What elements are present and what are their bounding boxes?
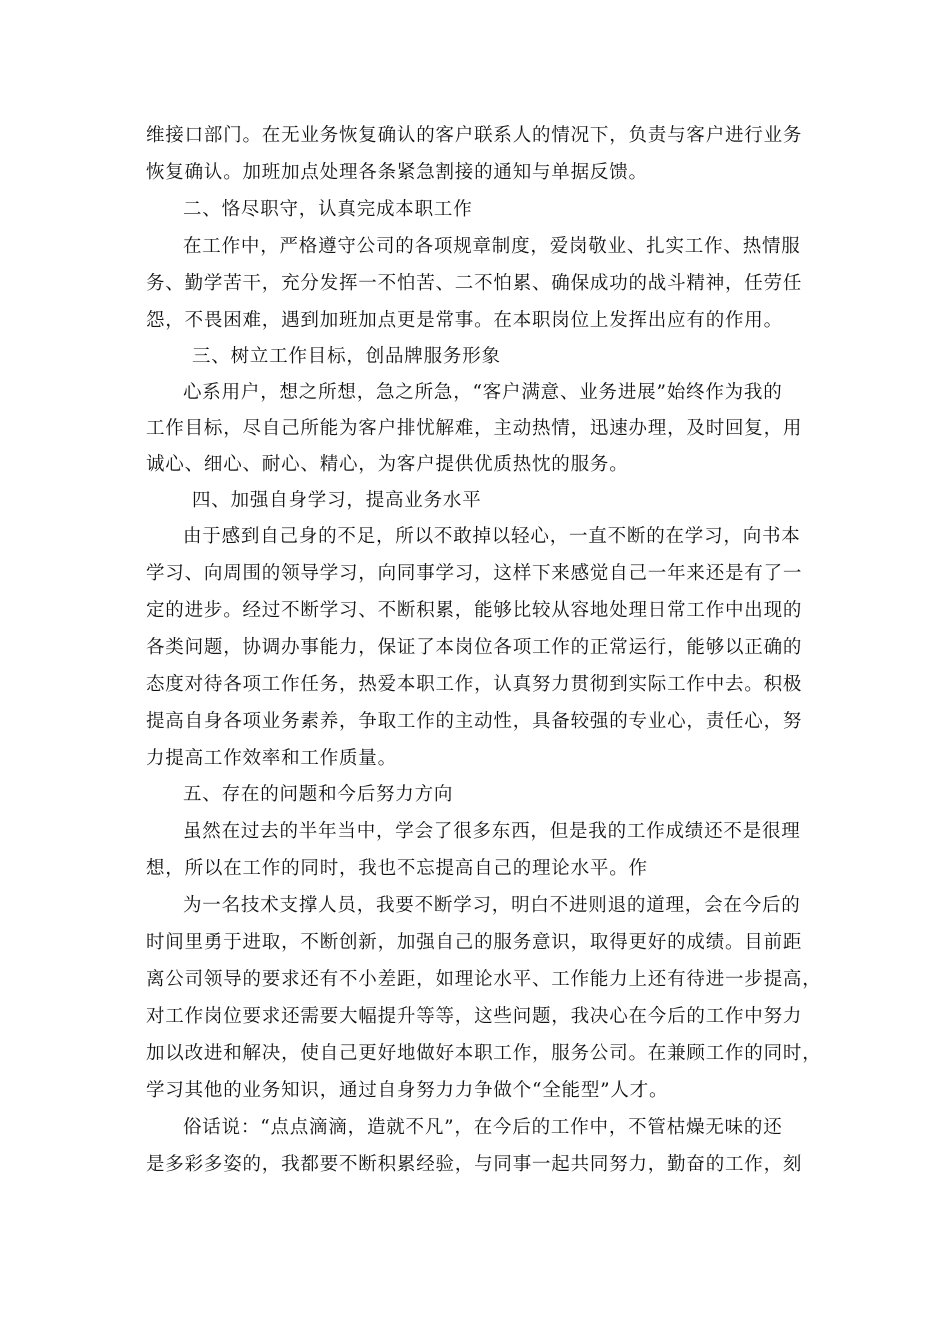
- body-line: 加以改进和解决，使自己更好地做好本职工作，服务公司。在兼顾工作的同时，: [146, 1043, 822, 1064]
- body-line: 在工作中，严格遵守公司的各项规章制度，爱岗敬业、扎实工作、热情服: [183, 236, 801, 257]
- body-line: 离公司领导的要求还有不小差距，如理论水平、工作能力上还有待进一步提高，: [146, 969, 822, 990]
- section-heading: 二、恪尽职守，认真完成本职工作: [183, 199, 473, 220]
- body-line: 态度对待各项工作任务，热爱本职工作，认真努力贯彻到实际工作中去。积极: [146, 674, 803, 695]
- body-line: 提高自身各项业务素养，争取工作的主动性，具备较强的专业心，责任心，努: [146, 711, 803, 732]
- body-line: 是多彩多姿的，我都要不断积累经验，与同事一起共同努力，勤奋的工作，刻: [146, 1154, 803, 1175]
- body-line: 虽然在过去的半年当中，学会了很多东西，但是我的工作成绩还不是很理: [183, 821, 801, 842]
- body-line: 力提高工作效率和工作质量。: [146, 748, 397, 769]
- body-line: 学习其他的业务知识，通过自身努力力争做个“全能型”人才。: [146, 1080, 669, 1101]
- body-line: 想，所以在工作的同时，我也不忘提高自己的理论水平。作: [146, 858, 648, 879]
- body-line: 务、勤学苦干，充分发挥一不怕苦、二不怕累、确保成功的战斗精神，任劳任: [146, 273, 803, 294]
- body-line: 学习、向周围的领导学习，向同事学习，这样下来感觉自己一年来还是有了一: [146, 563, 803, 584]
- body-line: 由于感到自己身的不足，所以不敢掉以轻心，一直不断的在学习，向书本: [183, 526, 801, 547]
- body-line: 怨，不畏困难，遇到加班加点更是常事。在本职岗位上发挥出应有的作用。: [146, 310, 783, 331]
- body-line: 为一名技术支撑人员，我要不断学习，明白不进则退的道理，会在今后的: [183, 895, 801, 916]
- section-heading: 四、加强自身学习，提高业务水平: [192, 490, 482, 511]
- body-line: 诚心、细心、耐心、精心，为客户提供优质热忱的服务。: [146, 454, 629, 475]
- body-line: 心系用户，想之所想，急之所急，“客户满意、业务进展”始终作为我的: [183, 382, 783, 403]
- section-heading: 五、存在的问题和今后努力方向: [183, 784, 454, 805]
- body-line: 维接口部门。在无业务恢复确认的客户联系人的情况下，负责与客户进行业务: [146, 125, 803, 146]
- body-line: 恢复确认。加班加点处理各条紧急割接的通知与单据反馈。: [146, 162, 648, 183]
- body-line: 俗话说：“点点滴滴，造就不凡”，在今后的工作中，不管枯燥无味的还: [183, 1117, 783, 1138]
- body-line: 时间里勇于进取，不断创新，加强自己的服务意识，取得更好的成绩。目前距: [146, 932, 803, 953]
- body-line: 各类问题，协调办事能力，保证了本岗位各项工作的正常运行，能够以正确的: [146, 637, 803, 658]
- body-line: 定的进步。经过不断学习、不断积累，能够比较从容地处理日常工作中出现的: [146, 600, 803, 621]
- body-line: 工作目标，尽自己所能为客户排忧解难，主动热情，迅速办理，及时回复，用: [146, 418, 803, 439]
- body-line: 对工作岗位要求还需要大幅提升等等，这些问题，我决心在今后的工作中努力: [146, 1006, 803, 1027]
- section-heading: 三、树立工作目标，创品牌服务形象: [192, 346, 501, 367]
